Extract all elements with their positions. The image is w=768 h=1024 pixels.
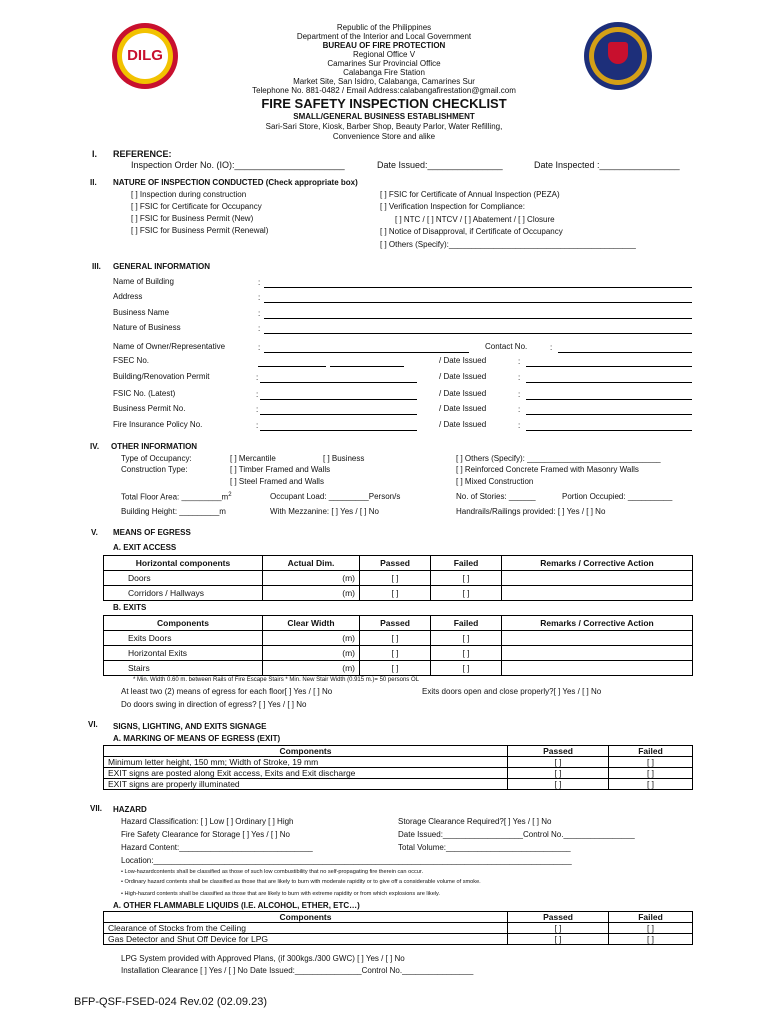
nature-of-business-field[interactable] bbox=[264, 333, 692, 334]
checkbox-steel[interactable]: [ ] Steel Framed and Walls bbox=[230, 477, 324, 486]
failed-checkbox[interactable]: [ ] bbox=[431, 661, 502, 676]
portion-occupied-field[interactable]: Portion Occupied: __________ bbox=[562, 492, 673, 501]
checkbox-business[interactable]: [ ] Business bbox=[323, 454, 365, 463]
header-line-5: Camarines Sur Provincial Office bbox=[327, 59, 441, 68]
exit-access-title: A. EXIT ACCESS bbox=[113, 543, 177, 552]
address-label: Address bbox=[113, 292, 143, 301]
col-header: Components bbox=[104, 616, 263, 631]
row-label: EXIT signs are properly illuminated bbox=[104, 779, 508, 790]
failed-checkbox[interactable]: [ ] bbox=[609, 934, 693, 945]
section-1-num: I. bbox=[92, 149, 98, 159]
hazard-classification-field[interactable]: Hazard Classification: [ ] Low [ ] Ordinary [ ] High bbox=[121, 817, 294, 826]
failed-checkbox[interactable]: [ ] bbox=[431, 586, 502, 601]
fsic-latest-date-label: / Date Issued bbox=[439, 389, 487, 398]
passed-checkbox[interactable]: [ ] bbox=[360, 661, 431, 676]
section-3-num: III. bbox=[92, 262, 101, 271]
col-header: Components bbox=[104, 746, 508, 757]
remarks-cell[interactable] bbox=[502, 586, 693, 601]
colon: : bbox=[258, 309, 261, 318]
section-4-title: OTHER INFORMATION bbox=[111, 442, 198, 451]
section-3-title: GENERAL INFORMATION bbox=[113, 262, 211, 271]
passed-checkbox[interactable]: [ ] bbox=[508, 923, 609, 934]
col-header: Clear Width bbox=[263, 616, 360, 631]
colon: : bbox=[518, 357, 521, 366]
row-label: Doors bbox=[104, 571, 263, 586]
checkbox-mercantile[interactable]: [ ] Mercantile bbox=[230, 454, 276, 463]
location-field[interactable]: Location:______________________________________________________________________________________________ bbox=[121, 856, 572, 865]
row-label: Gas Detector and Shut Off Device for LPG bbox=[104, 934, 508, 945]
remarks-cell[interactable] bbox=[502, 571, 693, 586]
date-issued-field[interactable]: Date Issued:_______________ bbox=[377, 160, 503, 170]
failed-checkbox[interactable]: [ ] bbox=[609, 779, 693, 790]
lpg-system-field[interactable]: LPG System provided with Approved Plans, (if 300kgs./300 GWC) [ ] Yes / [ ] No bbox=[121, 954, 405, 963]
doors-open-question[interactable]: Exits doors open and close properly?[ ] Yes / [ ] No bbox=[422, 687, 602, 696]
checkbox-notice-disapproval[interactable]: [ ] Notice of Disapproval, if Certificate of Occupancy bbox=[380, 227, 563, 236]
exit-access-table bbox=[103, 555, 693, 601]
business-permit-label: Business Permit No. bbox=[113, 404, 186, 413]
dilg-logo-text: DILG bbox=[127, 47, 163, 64]
header-line-2: Department of the Interior and Local Government bbox=[296, 32, 472, 41]
colon: : bbox=[518, 405, 521, 414]
width-cell[interactable]: (m) bbox=[263, 631, 360, 646]
date-inspected-field[interactable]: Date Inspected :________________ bbox=[534, 160, 680, 170]
colon: : bbox=[258, 324, 261, 333]
section-4-num: IV. bbox=[90, 442, 100, 451]
contact-field[interactable] bbox=[558, 352, 692, 353]
colon: : bbox=[258, 343, 261, 352]
col-header: Passed bbox=[360, 616, 431, 631]
passed-checkbox[interactable]: [ ] bbox=[508, 779, 609, 790]
checkbox-fsic-business-renewal[interactable]: [ ] FSIC for Business Permit (Renewal) bbox=[131, 226, 269, 235]
failed-checkbox[interactable]: [ ] bbox=[431, 571, 502, 586]
passed-checkbox[interactable]: [ ] bbox=[508, 757, 609, 768]
failed-checkbox[interactable]: [ ] bbox=[431, 631, 502, 646]
renovation-permit-date-label: / Date Issued bbox=[439, 372, 487, 381]
passed-checkbox[interactable]: [ ] bbox=[508, 768, 609, 779]
header-line-4: Regional Office V bbox=[352, 50, 416, 59]
row-label: Corridors / Hallways bbox=[104, 586, 263, 601]
fire-insurance-date-label: / Date Issued bbox=[439, 420, 487, 429]
fsec-label: FSEC No. bbox=[113, 356, 150, 365]
occupant-load-field[interactable]: Occupant Load: _________Person/s bbox=[270, 492, 401, 501]
renovation-permit-label: Building/Renovation Permit bbox=[113, 372, 210, 381]
fsic-latest-date-field[interactable] bbox=[526, 399, 692, 400]
installation-clearance-field[interactable]: Installation Clearance [ ] Yes / [ ] No Date Issued:_______________Control No.________________ bbox=[121, 966, 474, 975]
storage-clearance-field[interactable]: Fire Safety Clearance for Storage [ ] Yes / [ ] No bbox=[121, 830, 290, 839]
hazard-note-high: • High-hazard contents shall be classified as those that are likely to burn with extreme rapidity or from which explosions are likely. bbox=[121, 891, 440, 897]
failed-checkbox[interactable]: [ ] bbox=[609, 923, 693, 934]
table-row bbox=[104, 586, 693, 601]
form-code: BFP-QSF-FSED-024 Rev.02 (02.09.23) bbox=[74, 996, 267, 1008]
marking-egress-title: A. MARKING OF MEANS OF EGRESS (EXIT) bbox=[113, 734, 281, 743]
hazard-note-ordinary: • Ordinary hazard contents shall be classified as those that are likely to burn with moderate rapidity or to give off a considerable volume of smoke. bbox=[121, 879, 481, 885]
business-permit-field[interactable] bbox=[260, 414, 417, 415]
row-label: Clearance of Stocks from the Ceiling bbox=[104, 923, 508, 934]
col-header: Failed bbox=[609, 912, 693, 923]
stories-field[interactable]: No. of Stories: ______ bbox=[456, 492, 536, 501]
form-desc-2: Convenience Store and alike bbox=[332, 132, 436, 141]
section-7-title: HAZARD bbox=[113, 805, 147, 814]
row-label: Horizontal Exits bbox=[104, 646, 263, 661]
business-name-field[interactable] bbox=[264, 318, 692, 319]
col-header: Failed bbox=[431, 616, 502, 631]
table-row bbox=[104, 646, 693, 661]
passed-checkbox[interactable]: [ ] bbox=[360, 631, 431, 646]
colon: : bbox=[518, 421, 521, 430]
table-row bbox=[104, 571, 693, 586]
col-header: Passed bbox=[360, 556, 431, 571]
flammable-liquids-table bbox=[103, 911, 693, 945]
mezzanine-field[interactable]: With Mezzanine: [ ] Yes / [ ] No bbox=[270, 507, 379, 516]
table-row bbox=[104, 779, 693, 790]
hazard-content-field[interactable]: Hazard Content:______________________________ bbox=[121, 843, 313, 852]
passed-checkbox[interactable]: [ ] bbox=[360, 586, 431, 601]
dim-cell[interactable]: (m) bbox=[263, 571, 360, 586]
checkbox-fsic-occupancy[interactable]: [ ] FSIC for Certificate for Occupancy bbox=[131, 202, 262, 211]
storage-clearance-required-field[interactable]: Storage Clearance Required?[ ] Yes / [ ] No bbox=[398, 817, 552, 826]
colon: : bbox=[256, 421, 259, 430]
checkbox-concrete[interactable]: [ ] Reinforced Concrete Framed with Masonry Walls bbox=[456, 465, 639, 474]
col-header: Passed bbox=[508, 746, 609, 757]
checkbox-inspection-construction[interactable]: [ ] Inspection during construction bbox=[131, 190, 247, 199]
table-row bbox=[104, 661, 693, 676]
col-header: Actual Dim. bbox=[263, 556, 360, 571]
renovation-permit-date-field[interactable] bbox=[526, 382, 692, 383]
renovation-permit-field[interactable] bbox=[260, 382, 417, 383]
checkbox-ntc-group[interactable]: [ ] NTC / [ ] NTCV / [ ] Abatement / [ ] Closure bbox=[395, 215, 555, 224]
section-2-title: NATURE OF INSPECTION CONDUCTED (Check appropriate box) bbox=[113, 178, 358, 187]
col-header: Failed bbox=[609, 746, 693, 757]
fire-insurance-field[interactable] bbox=[260, 430, 417, 431]
business-name-label: Business Name bbox=[113, 308, 170, 317]
passed-checkbox[interactable]: [ ] bbox=[360, 571, 431, 586]
section-5-title: MEANS OF EGRESS bbox=[113, 528, 191, 537]
name-of-building-field[interactable] bbox=[264, 287, 692, 288]
colon: : bbox=[518, 390, 521, 399]
contact-label: Contact No. bbox=[485, 342, 528, 351]
io-number-field[interactable]: Inspection Order No. (IO):______________________ bbox=[131, 160, 345, 170]
header-line-1: Republic of the Philippines bbox=[336, 23, 432, 32]
table-row bbox=[104, 768, 693, 779]
remarks-cell[interactable] bbox=[502, 646, 693, 661]
col-header: Components bbox=[104, 912, 508, 923]
checkbox-fsic-business-new[interactable]: [ ] FSIC for Business Permit (New) bbox=[131, 214, 254, 223]
table-row bbox=[104, 631, 693, 646]
fsec-field-2[interactable] bbox=[330, 366, 404, 367]
form-desc-1: Sari-Sari Store, Kiosk, Barber Shop, Beauty Parlor, Water Refilling, bbox=[265, 122, 503, 131]
business-permit-date-field[interactable] bbox=[526, 414, 692, 415]
colon: : bbox=[258, 278, 261, 287]
section-7-num: VII. bbox=[90, 804, 103, 813]
hazard-note-low: • Low-hazardcontents shall be classified as those of such low combustibility that no self-propagating fire therein can occur. bbox=[121, 869, 424, 875]
occupancy-label: Type of Occupancy: bbox=[121, 454, 192, 463]
checkbox-fsic-peza[interactable]: [ ] FSIC for Certificate of Annual Inspection (PEZA) bbox=[380, 190, 560, 199]
clearance-date-control-field[interactable]: Date Issued:__________________Control No.________________ bbox=[398, 830, 635, 839]
checkbox-verification[interactable]: [ ] Verification Inspection for Compliance: bbox=[380, 202, 525, 211]
form-subtitle: SMALL/GENERAL BUSINESS ESTABLISHMENT bbox=[293, 112, 475, 121]
colon: : bbox=[256, 390, 259, 399]
owner-label: Name of Owner/Representative bbox=[113, 342, 226, 351]
name-of-building-label: Name of Building bbox=[113, 277, 174, 286]
table-row bbox=[104, 757, 693, 768]
nature-of-business-label: Nature of Business bbox=[113, 323, 181, 332]
address-field[interactable] bbox=[264, 302, 692, 303]
colon: : bbox=[256, 405, 259, 414]
header-line-6: Calabanga Fire Station bbox=[343, 68, 425, 77]
handrails-field[interactable]: Handrails/Railings provided: [ ] Yes / [ ] No bbox=[456, 507, 606, 516]
row-label: Exits Doors bbox=[104, 631, 263, 646]
colon: : bbox=[258, 293, 261, 302]
floor-area-field[interactable]: Total Floor Area: $\_\_\_\_\_\_\_\_\_m^2$ bbox=[121, 492, 232, 502]
row-label: Minimum letter height, 150 mm; Width of Stroke, 19 mm bbox=[104, 757, 508, 768]
failed-checkbox[interactable]: [ ] bbox=[609, 757, 693, 768]
failed-checkbox[interactable]: [ ] bbox=[431, 646, 502, 661]
checkbox-timber[interactable]: [ ] Timber Framed and Walls bbox=[230, 465, 331, 474]
remarks-cell[interactable] bbox=[502, 631, 693, 646]
owner-field[interactable] bbox=[264, 352, 469, 353]
header-line-8: Telephone No. 881-0482 / Email Address:calabangafirestation@gmail.com bbox=[252, 86, 516, 95]
col-header: Remarks / Corrective Action bbox=[502, 556, 693, 571]
business-permit-date-label: / Date Issued bbox=[439, 404, 487, 413]
checkbox-others-specify[interactable]: [ ] Others (Specify):__________________________________________ bbox=[380, 240, 636, 249]
section-6-title: SIGNS, LIGHTING, AND EXITS SIGNAGE bbox=[113, 722, 267, 731]
remarks-cell[interactable] bbox=[502, 661, 693, 676]
fire-insurance-label: Fire Insurance Policy No. bbox=[113, 420, 203, 429]
passed-checkbox[interactable]: [ ] bbox=[360, 646, 431, 661]
egress-width-note: * Min. Width 0.60 m. between Rails of Fire Escape Stairs * Min. New Stair Width (0.915 m.)= 50 persons OL bbox=[133, 677, 419, 683]
col-header: Passed bbox=[508, 912, 609, 923]
fire-insurance-date-field[interactable] bbox=[526, 430, 692, 431]
exit-signage-table bbox=[103, 745, 693, 790]
col-header: Remarks / Corrective Action bbox=[502, 616, 693, 631]
width-cell[interactable]: (m) bbox=[263, 661, 360, 676]
header-line-7: Market Site, San Isidro, Calabanga, Camarines Sur bbox=[293, 77, 475, 86]
checkbox-occupancy-others[interactable]: [ ] Others (Specify): ______________________________ bbox=[456, 454, 661, 463]
col-header: Failed bbox=[431, 556, 502, 571]
checkbox-mixed[interactable]: [ ] Mixed Construction bbox=[456, 477, 534, 486]
colon: : bbox=[550, 343, 553, 352]
flammable-liquids-title: A. OTHER FLAMMABLE LIQUIDS (I.E. ALCOHOL, ETHER, ETC…) bbox=[113, 901, 360, 910]
row-label: EXIT signs are posted along Exit access, Exits and Exit discharge bbox=[104, 768, 508, 779]
colon: : bbox=[256, 373, 259, 382]
fsec-date-field[interactable] bbox=[526, 366, 692, 367]
doors-swing-question[interactable]: Do doors swing in direction of egress? [ ] Yes / [ ] No bbox=[121, 700, 307, 709]
exits-table bbox=[103, 615, 693, 676]
header-line-3: BUREAU OF FIRE PROTECTION bbox=[322, 41, 446, 50]
passed-checkbox[interactable]: [ ] bbox=[508, 934, 609, 945]
fsec-date-label: / Date Issued bbox=[439, 356, 487, 365]
width-cell[interactable]: (m) bbox=[263, 646, 360, 661]
total-volume-field[interactable]: Total Volume:____________________________ bbox=[398, 843, 571, 852]
failed-checkbox[interactable]: [ ] bbox=[609, 768, 693, 779]
row-label: Stairs bbox=[104, 661, 263, 676]
table-row bbox=[104, 934, 693, 945]
colon: : bbox=[518, 373, 521, 382]
fsic-latest-field[interactable] bbox=[260, 399, 417, 400]
fsec-field[interactable] bbox=[258, 366, 326, 367]
section-2-num: II. bbox=[90, 178, 97, 187]
section-1-title: REFERENCE: bbox=[113, 149, 172, 159]
dim-cell[interactable]: (m) bbox=[263, 586, 360, 601]
fsic-latest-label: FSIC No. (Latest) bbox=[113, 389, 176, 398]
col-header: Horizontal components bbox=[104, 556, 263, 571]
table-row bbox=[104, 923, 693, 934]
exits-title: B. EXITS bbox=[113, 603, 147, 612]
construction-label: Construction Type: bbox=[121, 465, 188, 474]
section-6-num: VI. bbox=[88, 720, 98, 729]
two-means-question[interactable]: At least two (2) means of egress for each floor[ ] Yes / [ ] No bbox=[121, 687, 333, 696]
building-height-field[interactable]: Building Height: _________m bbox=[121, 507, 226, 516]
section-5-num: V. bbox=[91, 528, 98, 537]
form-title: FIRE SAFETY INSPECTION CHECKLIST bbox=[261, 96, 507, 111]
